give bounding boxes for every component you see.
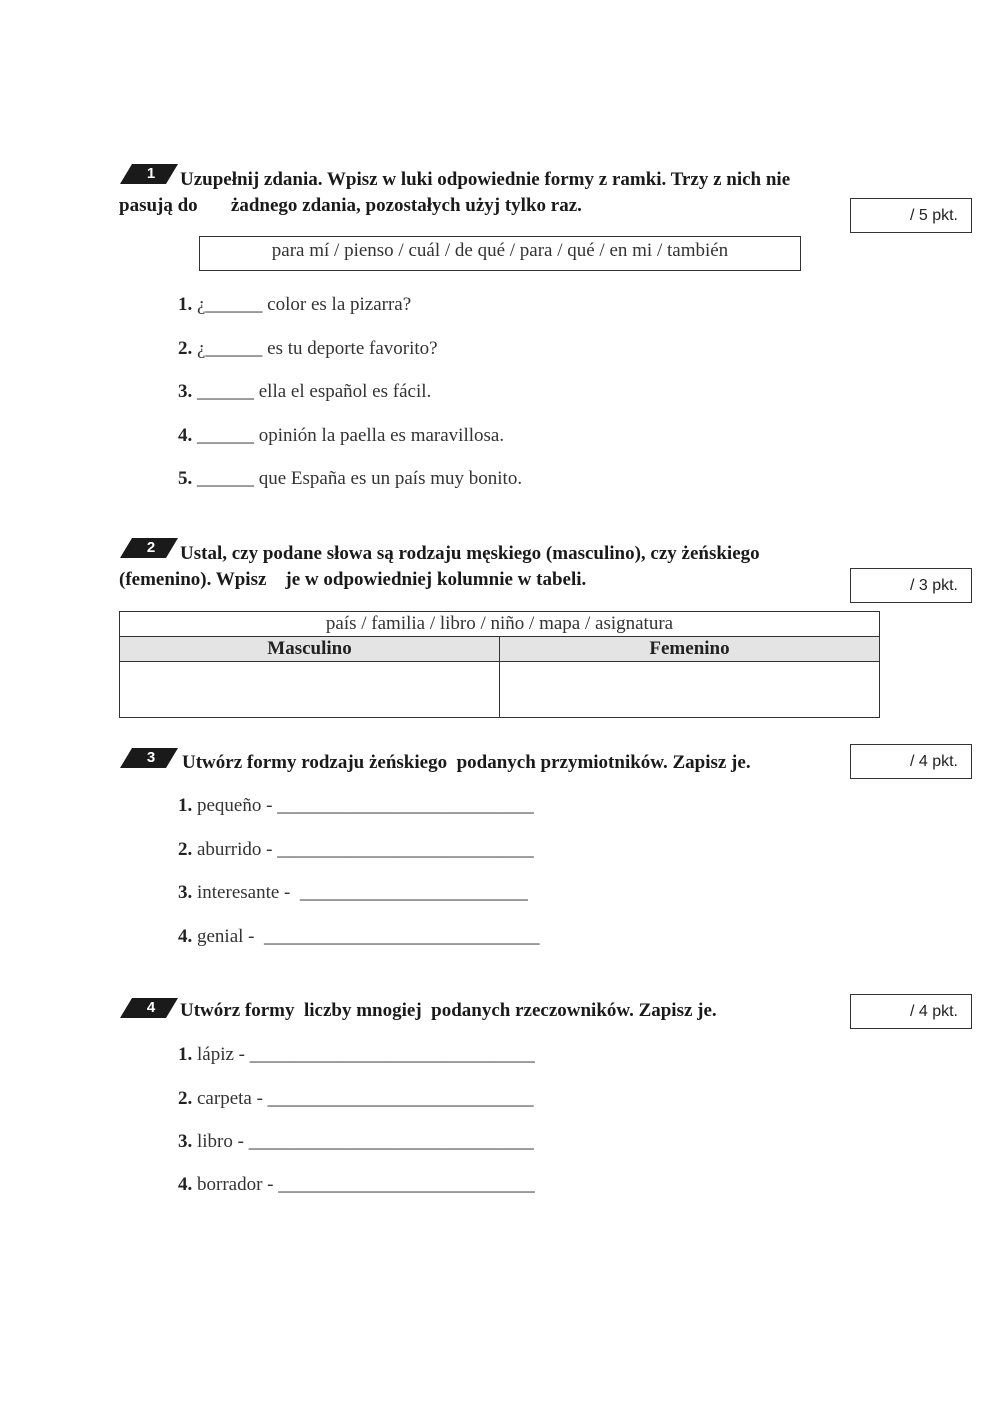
word-box: para mí / pienso / cuál / de qué / para / qué / en mi / también (199, 236, 801, 271)
column-header-feminine: Femenino (500, 637, 880, 662)
adjective-item[interactable]: 3. interesante - ________________________ (178, 882, 528, 903)
exercise-1-instruction-line1: Uzupełnij zdania. Wpisz w luki odpowiednie formy z ramki. Trzy z nich nie (180, 169, 791, 190)
exercise-3-badge (120, 748, 178, 768)
exercise-2-badge (120, 538, 178, 558)
points-box: / 5 pkt. (850, 198, 972, 233)
exercise-4-instruction: Utwórz formy liczby mnogiej podanych rzeczowników. Zapisz je. (180, 1000, 717, 1021)
points-box: / 4 pkt. (850, 994, 972, 1029)
gender-table (119, 611, 880, 718)
exercise-number: 3 (146, 749, 156, 766)
noun-item[interactable]: 1. lápiz - ______________________________ (178, 1044, 535, 1065)
points-box: / 3 pkt. (850, 568, 972, 603)
exercise-2-instruction-line1: Ustal, czy podane słowa są rodzaju męskiego (masculino), czy żeńskiego (180, 543, 760, 564)
column-header-masculine: Masculino (120, 637, 500, 662)
adjective-item[interactable]: 2. aburrido - ___________________________ (178, 839, 534, 860)
adjective-item[interactable]: 4. genial - _____________________________ (178, 926, 540, 947)
sentence-item[interactable]: 1. ¿______ color es la pizarra? (178, 294, 412, 315)
exercise-number: 1 (146, 165, 156, 182)
exercise-number: 2 (146, 539, 156, 556)
exercise-1-instruction-line2: pasują do żadnego zdania, pozostałych użyj tylko raz. (119, 195, 582, 216)
feminine-answer-cell[interactable] (500, 662, 880, 718)
noun-item[interactable]: 3. libro - ______________________________ (178, 1131, 534, 1152)
sentence-item[interactable]: 3. ______ ella el español es fácil. (178, 381, 432, 402)
noun-item[interactable]: 2. carpeta - ____________________________ (178, 1088, 534, 1109)
masculine-answer-cell[interactable] (120, 662, 500, 718)
table-word-row: país / familia / libro / niño / mapa / asignatura (120, 612, 880, 637)
exercise-1-badge (120, 164, 178, 184)
sentence-item[interactable]: 5. ______ que España es un país muy bonito. (178, 468, 523, 489)
points-box: / 4 pkt. (850, 744, 972, 779)
sentence-item[interactable]: 4. ______ opinión la paella es maravillosa. (178, 425, 505, 446)
adjective-item[interactable]: 1. pequeño - ___________________________ (178, 795, 534, 816)
exercise-number: 4 (146, 999, 156, 1016)
sentence-item[interactable]: 2. ¿______ es tu deporte favorito? (178, 338, 438, 359)
exercise-3-instruction: Utwórz formy rodzaju żeńskiego podanych przymiotników. Zapisz je. (182, 752, 751, 773)
noun-item[interactable]: 4. borrador - ___________________________ (178, 1174, 535, 1195)
exercise-2-instruction-line2: (femenino). Wpisz je w odpowiedniej kolumnie w tabeli. (119, 569, 587, 590)
exercise-4-badge (120, 998, 178, 1018)
